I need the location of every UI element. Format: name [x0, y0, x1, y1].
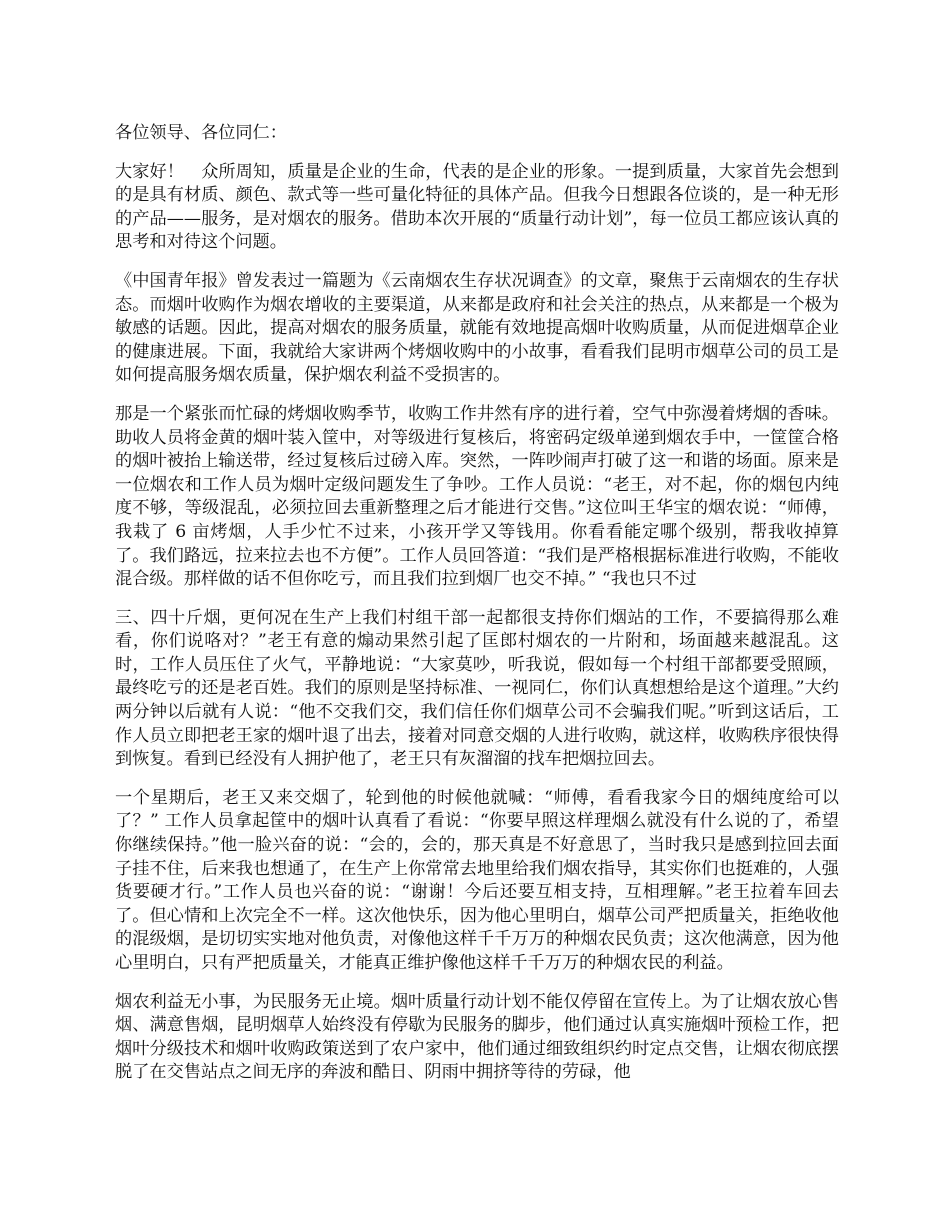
paragraph-story-part-1: 那是一个紧张而忙碌的烤烟收购季节，收购工作井然有序的进行着，空气中弥漫着烤烟的香味。助收人员将金黄的烟叶装入筐中，对等级进行复核后，将密码定级单递到烟农手中，一筐筐合格的烟叶被抬上输送带，经过复核后过磅入库。突然，一阵吵闹声打破了这一和谐的场面。原来是一位烟农和工作人员为烟叶定级问题发生了争吵。工作人员说：“老王，对不起，你的烟包内纯度不够，等级混乱，必须拉回去重新整理之后才能进行交售。”这位叫王华宝的烟农说：“师傅，我栽了 6 亩烤烟，人手少忙不过来，小孩开学又等钱用。你看看能定哪个级别，帮我收掉算了。我们路远，拉来拉去也不方便”。工作人员回答道：“我们是严格根据标准进行收购，不能收混合级。那样做的话不但你吃亏，而且我们拉到烟厂也交不掉。” “我也只不过: [115, 403, 839, 590]
paragraph-news-report: 《中国青年报》曾发表过一篇题为《云南烟农生存状况调查》的文章，聚焦于云南烟农的生存状态。而烟叶收购作为烟农增收的主要渠道，从来都是政府和社会关注的热点，从来都是一个极为敏感的话题。因此，提高对烟农的服务质量，就能有效地提高烟叶收购质量，从而促进烟草企业的健康进展。下面，我就给大家讲两个烤烟收购中的小故事，看看我们昆明市烟草公司的员工是如何提高服务烟农质量，保护烟农利益不受损害的。: [115, 270, 839, 386]
salutation: 各位领导、各位同仁：: [115, 123, 287, 143]
paragraph-greeting: 大家好！ 众所周知，质量是企业的生命，代表的是企业的形象。一提到质量，大家首先会想到的是具有材质、颜色、款式等一些可量化特征的具体产品。但我今日想跟各位谈的，是一种无形的产品——服务，是对烟农的服务。借助本次开展的“质量行动计划”，每一位员工都应该认真的思考和对待这个问题。: [115, 161, 839, 253]
paragraph-conclusion: 烟农利益无小事，为民服务无止境。烟叶质量行动计划不能仅停留在宣传上。为了让烟农放心售烟、满意售烟，昆明烟草人始终没有停歇为民服务的脚步，他们通过认真实施烟叶预检工作，把烟叶分级技术和烟叶收购政策送到了农户家中，他们通过细致组织约时定点交售，让烟农彻底摆脱了在交售站点之间无序的奔波和酷日、阴雨中拥挤等待的劳碌，他: [115, 991, 839, 1083]
document-page: [115, 122, 839, 1100]
paragraph-story-part-3: 一个星期后，老王又来交烟了，轮到他的时候他就喊：“师傅，看看我家今日的烟纯度给可以了？” 工作人员拿起筐中的烟叶认真看了看说：“你要早照这样理烟么就没有什么说的了，希望你继续保持。”他一脸兴奋的说：“会的，会的，那天真是不好意思了，当时我只是感到拉回去面子挂不住，后来我也想通了，在生产上你常常去地里给我们烟农指导，其实你们也挺难的，人强货要硬才行。”工作人员也兴奋的说：“谢谢！今后还要互相支持，互相理解。”老王拉着车回去了。但心情和上次完全不一样。这次他快乐，因为他心里明白，烟草公司严把质量关，拒绝收他的混级烟，是切切实实地对他负责，对像他这样千千万万的种烟农民负责；这次他满意，因为他心里明白，只有严把质量关，才能真正维护像他这样千千万万的种烟农民的利益。: [115, 787, 839, 973]
paragraph-story-part-2: 三、四十斤烟，更何况在生产上我们村组干部一起都很支持你们烟站的工作，不要搞得那么难看，你们说咯对？”老王有意的煽动果然引起了匡郎村烟农的一片附和，场面越来越混乱。这时，工作人员压住了火气，平静地说：“大家莫吵，听我说，假如每一个村组干部都要受照顾，最终吃亏的还是老百姓。我们的原则是坚持标准、一视同仁，你们认真想想给是这个道理。”大约两分钟以后就有人说：“他不交我们交，我们信任你们烟草公司不会骗我们呢。”听到这话后，工作人员立即把老王家的烟叶退了出去，接着对同意交烟的人进行收购，就这样，收购秩序很快得到恢复。看到已经没有人拥护他了，老王只有灰溜溜的找车把烟拉回去。: [115, 607, 839, 770]
